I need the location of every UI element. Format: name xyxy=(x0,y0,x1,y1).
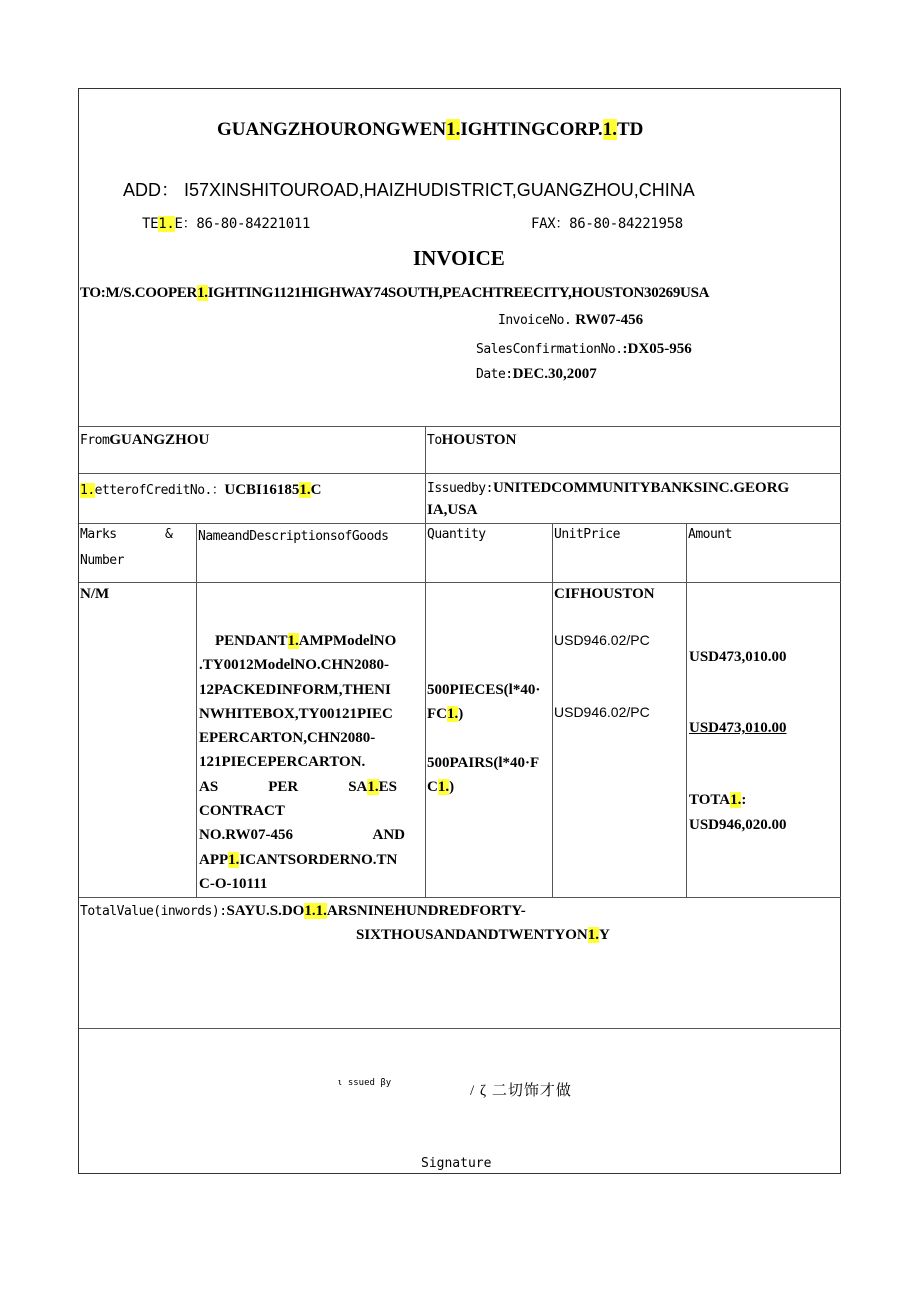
signature-label: Signature xyxy=(421,1156,492,1171)
header-number: Number xyxy=(80,553,124,568)
invoice-page xyxy=(78,88,841,1174)
invoice-number: InvoiceNo. RW07-456 xyxy=(498,312,644,328)
total-amount: USD946,020.00 xyxy=(689,817,787,833)
goods-description: PENDANT1.AMPModelNO .TY0012ModelNO.CHN2080- 12PACKEDINFORM,THENI NWHITEBOX,TY00121PIEC EPERCARTON,CHN2080- 121PIECEPERCARTON. AS PER SA1.ES CONTRACT NO.RW07-456 AND APP1.ICANTSORDERNO.TN C-O-10111 xyxy=(199,633,405,892)
header-unit-price: UnitPrice xyxy=(554,527,620,542)
company-tel: TE1.E：86-80-84221011 xyxy=(142,216,311,232)
issued-by-label: ι ssued βy xyxy=(337,1078,392,1088)
invoice-date: Date:DEC.30,2007 xyxy=(476,366,597,382)
letter-of-credit: 1.etterofCreditNo.：UCBI161851.C xyxy=(80,482,322,498)
document-title: INVOICE xyxy=(413,246,505,270)
header-amount: Amount xyxy=(688,527,732,542)
price-terms: CIFHOUSTON xyxy=(554,586,655,602)
header-goods-description: NameandDescriptionsofGoods xyxy=(198,529,389,544)
quantity-line-2: 500PAIRS(l*40·F C1.) xyxy=(427,755,540,796)
company-stamp-text: / ζ 二切饰才做 xyxy=(470,1083,572,1099)
sales-confirmation-number: SalesConfirmationNo.:DX05-956 xyxy=(476,341,692,357)
total-in-words: TotalValue(inwords):SAYU.S.DO1.1.ARSNINEHUNDREDFORTY- xyxy=(80,903,526,919)
unit-price-2: USD946.02/PC xyxy=(554,704,650,720)
amount-1: USD473,010.00 xyxy=(689,649,787,665)
header-quantity: Quantity xyxy=(427,527,486,542)
amount-2: USD473,010.00 xyxy=(689,720,787,736)
header-marks-amp: & xyxy=(165,527,173,542)
company-address: ADD： I57XINSHITOUROAD,HAIZHUDISTRICT,GUANGZHOU,CHINA xyxy=(123,180,695,200)
port-of-destination: ToHOUSTON xyxy=(427,432,517,448)
quantity-line-1: 500PIECES(l*40· FC1.) xyxy=(427,682,541,723)
port-of-loading: FromGUANGZHOU xyxy=(80,432,210,448)
total-in-words-line-2: SIXTHOUSANDANDTWENTYON1.Y xyxy=(356,927,610,943)
company-name: GUANGZHOURONGWEN1.IGHTINGCORP.1.TD xyxy=(217,119,644,140)
unit-price-1: USD946.02/PC xyxy=(554,632,650,648)
issuing-bank: Issuedby:UNITEDCOMMUNITYBANKSINC.GEORG xyxy=(427,480,790,496)
shipping-marks: N/M xyxy=(80,586,110,602)
issuing-bank-line-2: IA,USA xyxy=(427,502,478,518)
total-label: TOTA1.: xyxy=(689,792,747,808)
company-fax: FAX：86-80-84221958 xyxy=(531,216,683,232)
consignee: TO:M/S.COOPER1.IGHTING1121HIGHWAY74SOUTH,PEACHTREECITY,HOUSTON30269USA xyxy=(80,285,710,301)
header-marks: Marks xyxy=(80,527,117,542)
